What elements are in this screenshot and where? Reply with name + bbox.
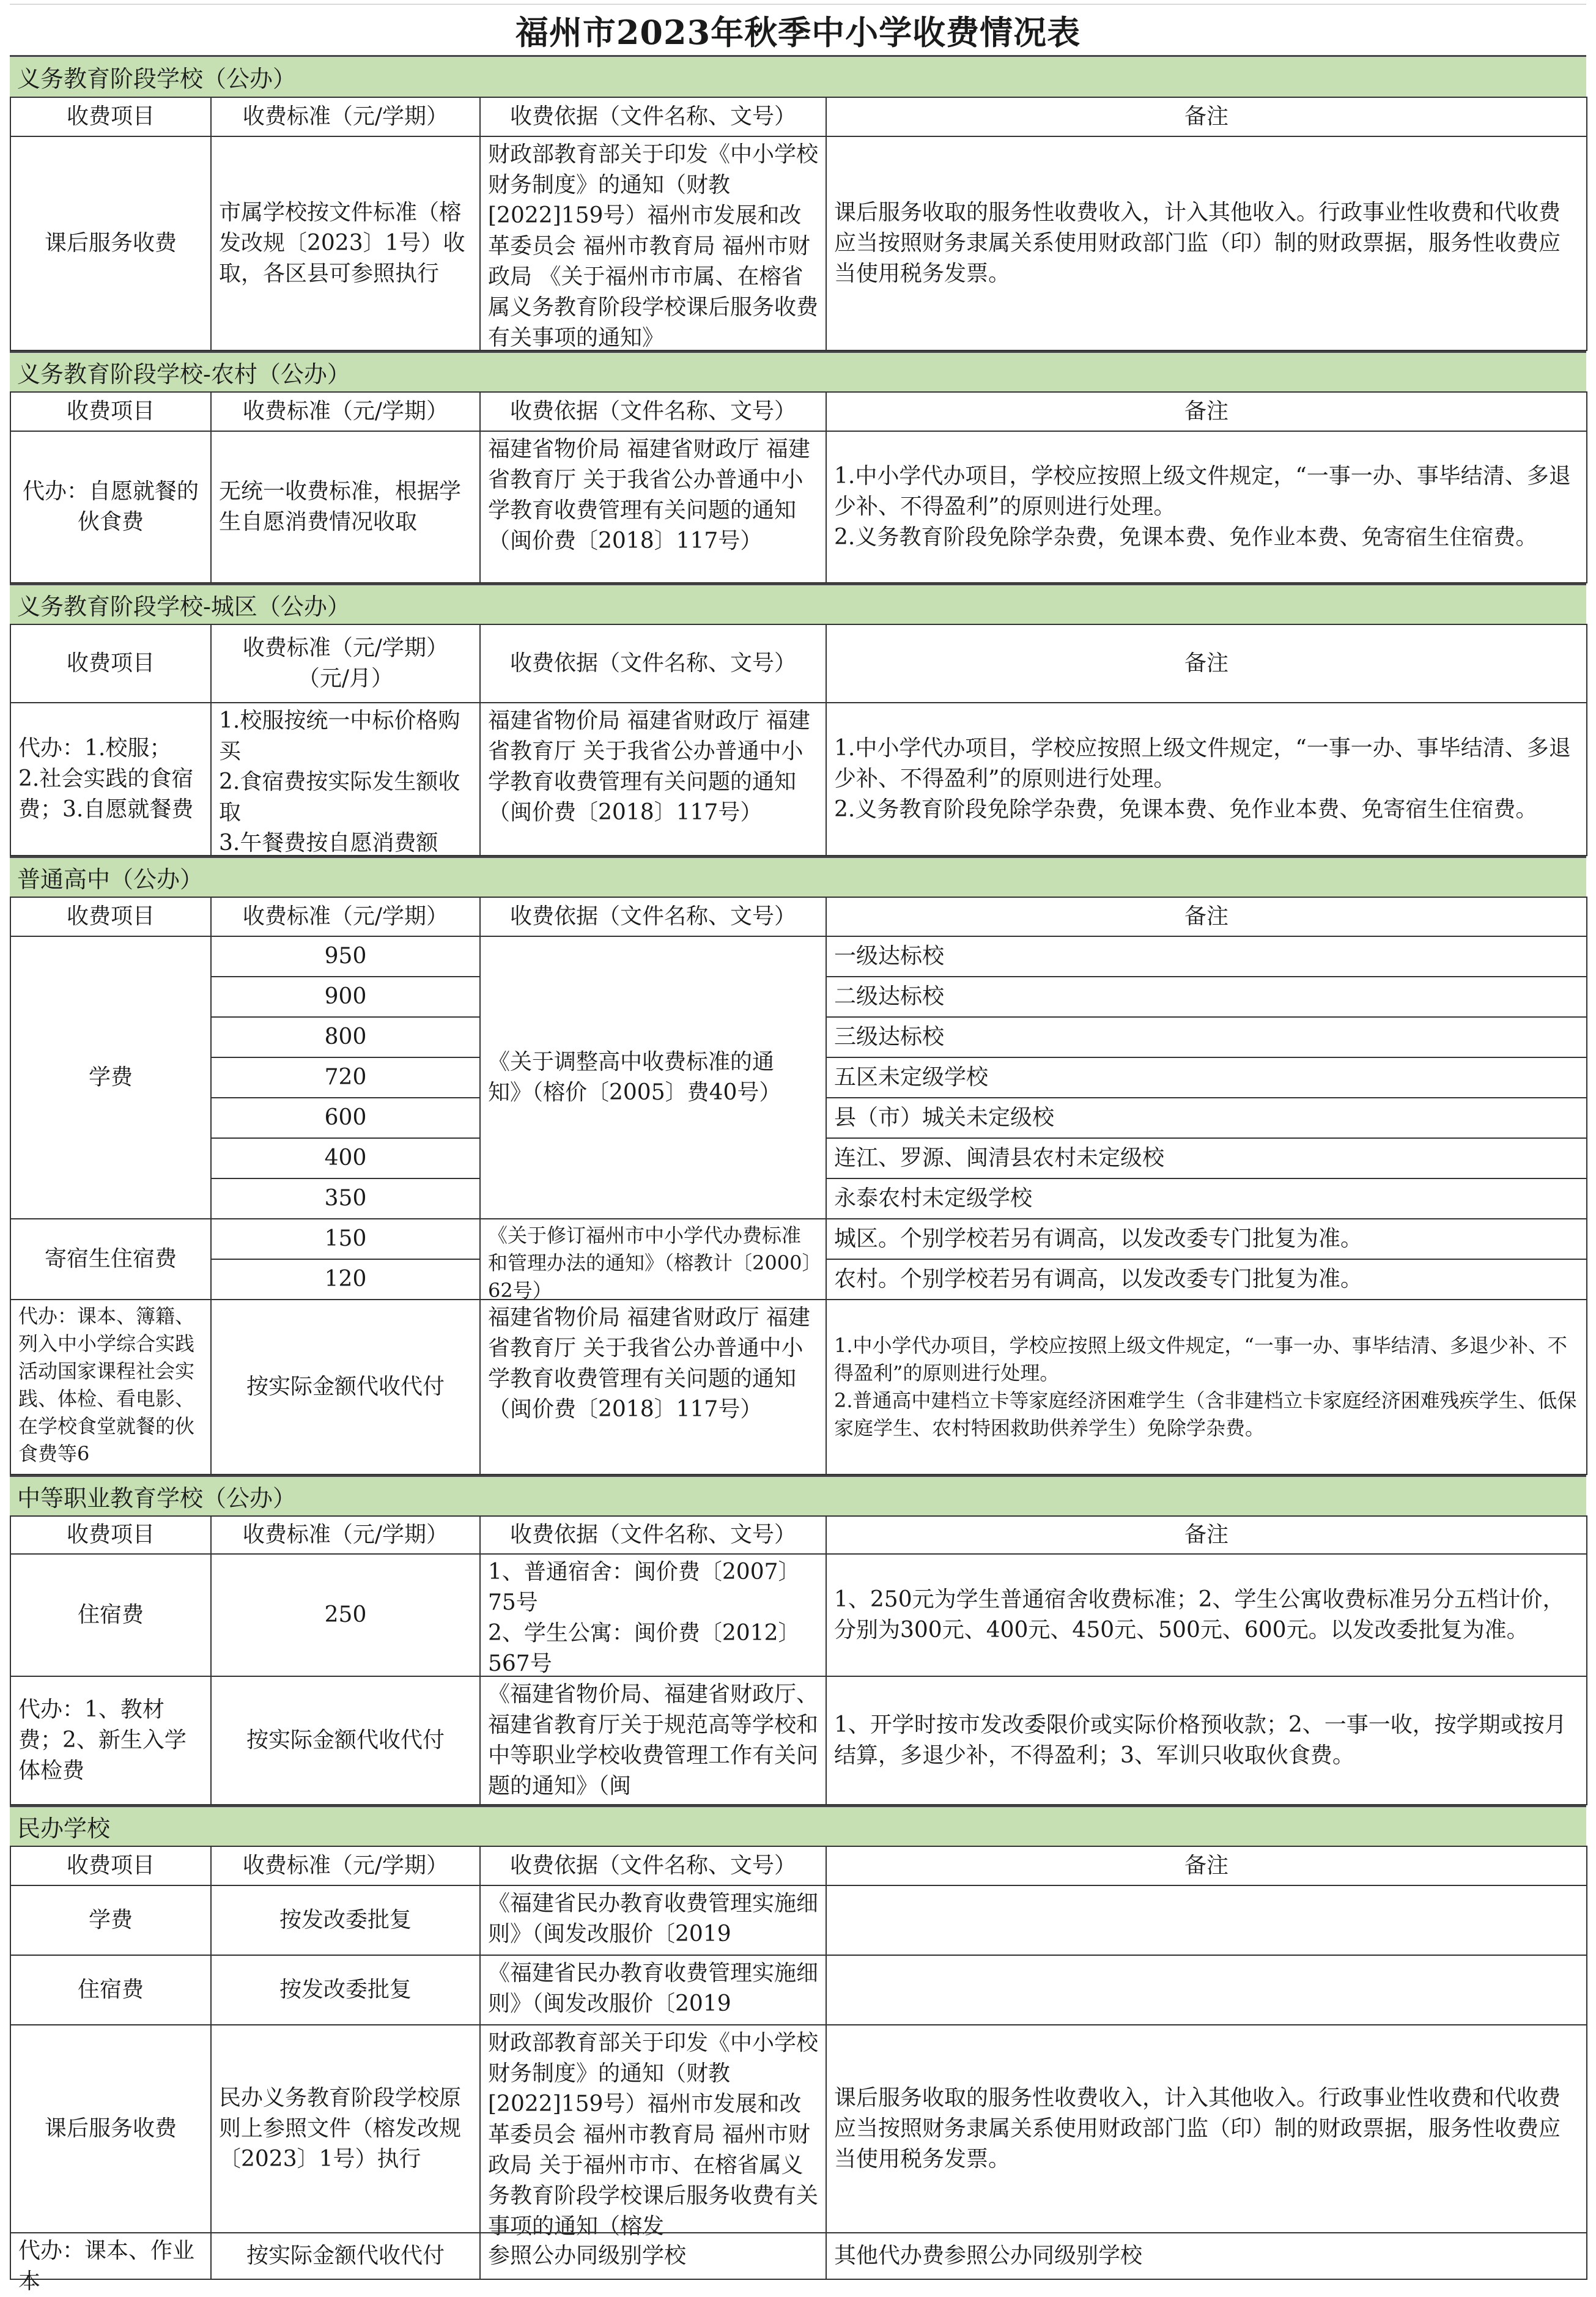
section-title: 义务教育阶段学校（公办） xyxy=(10,55,1586,97)
fee-standard: 无统一收费标准，根据学生自愿消费情况收取 xyxy=(210,431,481,583)
fee-amount: 120 xyxy=(210,1259,481,1300)
fee-item: 学费 xyxy=(10,936,212,1219)
fee-remark: 其他代办费参照公办同级别学校 xyxy=(826,2232,1587,2280)
fee-amount: 900 xyxy=(210,976,481,1018)
section-title: 义务教育阶段学校-城区（公办） xyxy=(10,583,1586,624)
fee-item: 住宿费 xyxy=(10,1955,212,2025)
fee-item: 寄宿生住宿费 xyxy=(10,1218,212,1300)
fee-remark: 永泰农村未定级学校 xyxy=(826,1178,1587,1219)
column-header: 备注 xyxy=(826,1846,1587,1886)
fee-item: 代办：课本、簿籍、列入中小学综合实践活动国家课程社会实践、体检、看电影、在学校食堂就餐的伙食费等6 xyxy=(10,1299,212,1475)
fee-remark: 1、250元为学生普通宿舍收费标准；2、学生公寓收费标准另分五档计价，分别为300元、400元、450元、500元、600元。以发改委批复为准。 xyxy=(826,1553,1587,1677)
fee-standard: 按发改委批复 xyxy=(210,1885,481,1956)
fee-remark: 城区。个别学校若另有调高，以发改委专门批复为准。 xyxy=(826,1218,1587,1260)
fee-standard: 按发改委批复 xyxy=(210,1955,481,2025)
column-header: 收费项目 xyxy=(10,97,212,137)
fee-standard: 按实际金额代收代付 xyxy=(210,2232,481,2280)
column-header: 收费依据（文件名称、文号） xyxy=(479,1846,827,1886)
column-header: 收费项目 xyxy=(10,897,212,937)
fee-basis: 福建省物价局 福建省财政厅 福建省教育厅 关于我省公办普通中小学教育收费管理有关问题的通知（闽价费〔2018〕117号） xyxy=(479,1299,827,1475)
column-header: 收费项目 xyxy=(10,1846,212,1886)
fee-remark xyxy=(826,1955,1587,2025)
fee-remark: 一级达标校 xyxy=(826,936,1587,977)
fee-item: 课后服务收费 xyxy=(10,2024,212,2233)
page-title: 福州市2023年秋季中小学收费情况表 xyxy=(10,4,1586,55)
fee-remark: 1.中小学代办项目，学校应按照上级文件规定，“一事一办、事毕结清、多退少补、不得盈利”的原则进行处理。 2.义务教育阶段免除学杂费，免课本费、免作业本费、免寄宿生住宿费。 xyxy=(826,431,1587,583)
fee-item: 课后服务收费 xyxy=(10,136,212,351)
fee-remark: 农村。个别学校若另有调高，以发改委专门批复为准。 xyxy=(826,1259,1587,1300)
fee-amount: 800 xyxy=(210,1016,481,1058)
column-header: 备注 xyxy=(826,897,1587,937)
fee-remark: 三级达标校 xyxy=(826,1016,1587,1058)
fee-standard: 民办义务教育阶段学校原则上参照文件（榕发改规〔2023〕1号）执行 xyxy=(210,2024,481,2233)
fee-basis: 《福建省民办教育收费管理实施细则》（闽发改服价〔2019 xyxy=(479,1955,827,2025)
fee-standard: 按实际金额代收代付 xyxy=(210,1676,481,1805)
section-title: 中等职业教育学校（公办） xyxy=(10,1475,1586,1515)
fee-item: 学费 xyxy=(10,1885,212,1956)
fee-remark: 连江、罗源、闽清县农村未定级校 xyxy=(826,1137,1587,1179)
fee-item: 代办：课本、作业本 xyxy=(10,2232,212,2280)
column-header: 收费依据（文件名称、文号） xyxy=(479,391,827,432)
fee-remark: 1.中小学代办项目，学校应按照上级文件规定，“一事一办、事毕结清、多退少补、不得盈利”的原则进行处理。 2.普通高中建档立卡等家庭经济困难学生（含非建档立卡家庭经济困难残疾学生、低保家庭学生、农村特困救助供养学生）免除学杂费。 xyxy=(826,1299,1587,1475)
fee-item: 代办：自愿就餐的伙食费 xyxy=(10,431,212,583)
section-title: 义务教育阶段学校-农村（公办） xyxy=(10,351,1586,391)
column-header: 收费标准（元/学期） xyxy=(210,897,481,937)
fee-amount: 950 xyxy=(210,936,481,977)
fee-basis: 财政部教育部关于印发《中小学校财务制度》的通知（财教[2022]159号）福州市发展和改革委员会 福州市教育局 福州市财政局 关于福州市市、在榕省属义务教育阶段学校课后服务收费有关事项的通知（榕发 xyxy=(479,2024,827,2233)
fee-remark: 五区未定级学校 xyxy=(826,1057,1587,1098)
fee-remark: 课后服务收取的服务性收费收入，计入其他收入。行政事业性收费和代收费应当按照财务隶属关系使用财政部门监（印）制的财政票据，服务性收费应当使用税务发票。 xyxy=(826,136,1587,351)
fee-item: 代办：1.校服； 2.社会实践的食宿费；3.自愿就餐费 xyxy=(10,702,212,856)
fee-basis: 参照公办同级别学校 xyxy=(479,2232,827,2280)
column-header: 收费依据（文件名称、文号） xyxy=(479,97,827,137)
column-header: 收费依据（文件名称、文号） xyxy=(479,624,827,703)
fee-remark: 课后服务收取的服务性收费收入，计入其他收入。行政事业性收费和代收费应当按照财务隶属关系使用财政部门监（印）制的财政票据，服务性收费应当使用税务发票。 xyxy=(826,2024,1587,2233)
column-header: 收费标准（元/学期） xyxy=(210,391,481,432)
fee-basis: 《福建省民办教育收费管理实施细则》（闽发改服价〔2019 xyxy=(479,1885,827,1956)
fee-item: 代办：1、教材费；2、新生入学体检费 xyxy=(10,1676,212,1805)
fee-basis: 《福建省物价局、福建省财政厅、福建省教育厅关于规范高等学校和中等职业学校收费管理工作有关问题的通知》（闽 xyxy=(479,1676,827,1805)
fee-basis: 福建省物价局 福建省财政厅 福建省教育厅 关于我省公办普通中小学教育收费管理有关问题的通知（闽价费〔2018〕117号） xyxy=(479,702,827,856)
column-header: 收费标准（元/学期） xyxy=(210,1515,481,1555)
column-header: 收费项目 xyxy=(10,1515,212,1555)
column-header: 备注 xyxy=(826,1515,1587,1555)
fee-basis: 福建省物价局 福建省财政厅 福建省教育厅 关于我省公办普通中小学教育收费管理有关问题的通知（闽价费〔2018〕117号） xyxy=(479,431,827,583)
section-title: 民办学校 xyxy=(10,1805,1586,1846)
fee-remark: 二级达标校 xyxy=(826,976,1587,1018)
column-header: 收费项目 xyxy=(10,391,212,432)
fee-remark: 1、开学时按市发改委限价或实际价格预收款；2、一事一收，按学期或按月结算，多退少补，不得盈利；3、军训只收取伙食费。 xyxy=(826,1676,1587,1805)
column-header: 备注 xyxy=(826,97,1587,137)
fee-amount: 150 xyxy=(210,1218,481,1260)
fee-basis: 《关于调整高中收费标准的通知》（榕价〔2005〕费40号） xyxy=(479,936,827,1219)
fee-amount: 350 xyxy=(210,1178,481,1219)
column-header: 收费标准（元/学期） xyxy=(210,1846,481,1886)
fee-item: 住宿费 xyxy=(10,1553,212,1677)
fee-amount: 600 xyxy=(210,1097,481,1139)
fee-remark: 1.中小学代办项目，学校应按照上级文件规定，“一事一办、事毕结清、多退少补、不得盈利”的原则进行处理。 2.义务教育阶段免除学杂费，免课本费、免作业本费、免寄宿生住宿费。 xyxy=(826,702,1587,856)
fee-standard: 按实际金额代收代付 xyxy=(210,1299,481,1475)
column-header: 收费依据（文件名称、文号） xyxy=(479,1515,827,1555)
column-header: 备注 xyxy=(826,391,1587,432)
column-header: 收费标准（元/学期） xyxy=(210,97,481,137)
fee-basis: 财政部教育部关于印发《中小学校财务制度》的通知（财教[2022]159号）福州市发展和改革委员会 福州市教育局 福州市财政局 《关于福州市市属、在榕省属义务教育阶段学校课后服务收费有关事项的通知》 xyxy=(479,136,827,351)
column-header: 收费依据（文件名称、文号） xyxy=(479,897,827,937)
fee-basis: 《关于修订福州市中小学代办费标准和管理办法的通知》（榕教计〔2000〕62号） xyxy=(479,1218,827,1300)
fee-amount: 720 xyxy=(210,1057,481,1098)
fee-standard: 1.校服按统一中标价格购买 2.食宿费按实际发生额收取 3.午餐费按自愿消费额 xyxy=(210,702,481,856)
fee-remark: 县（市）城关未定级校 xyxy=(826,1097,1587,1139)
section-title: 普通高中（公办） xyxy=(10,856,1586,897)
column-header: 备注 xyxy=(826,624,1587,703)
fee-amount: 400 xyxy=(210,1137,481,1179)
fee-remark xyxy=(826,1885,1587,1956)
column-header: 收费标准（元/学期） （元/月） xyxy=(210,624,481,703)
column-header: 收费项目 xyxy=(10,624,212,703)
fee-standard: 市属学校按文件标准（榕发改规〔2023〕1号）收取，各区县可参照执行 xyxy=(210,136,481,351)
fee-basis: 1、普通宿舍：闽价费〔2007〕75号 2、学生公寓：闽价费〔2012〕567号 xyxy=(479,1553,827,1677)
fee-standard: 250 xyxy=(210,1553,481,1677)
